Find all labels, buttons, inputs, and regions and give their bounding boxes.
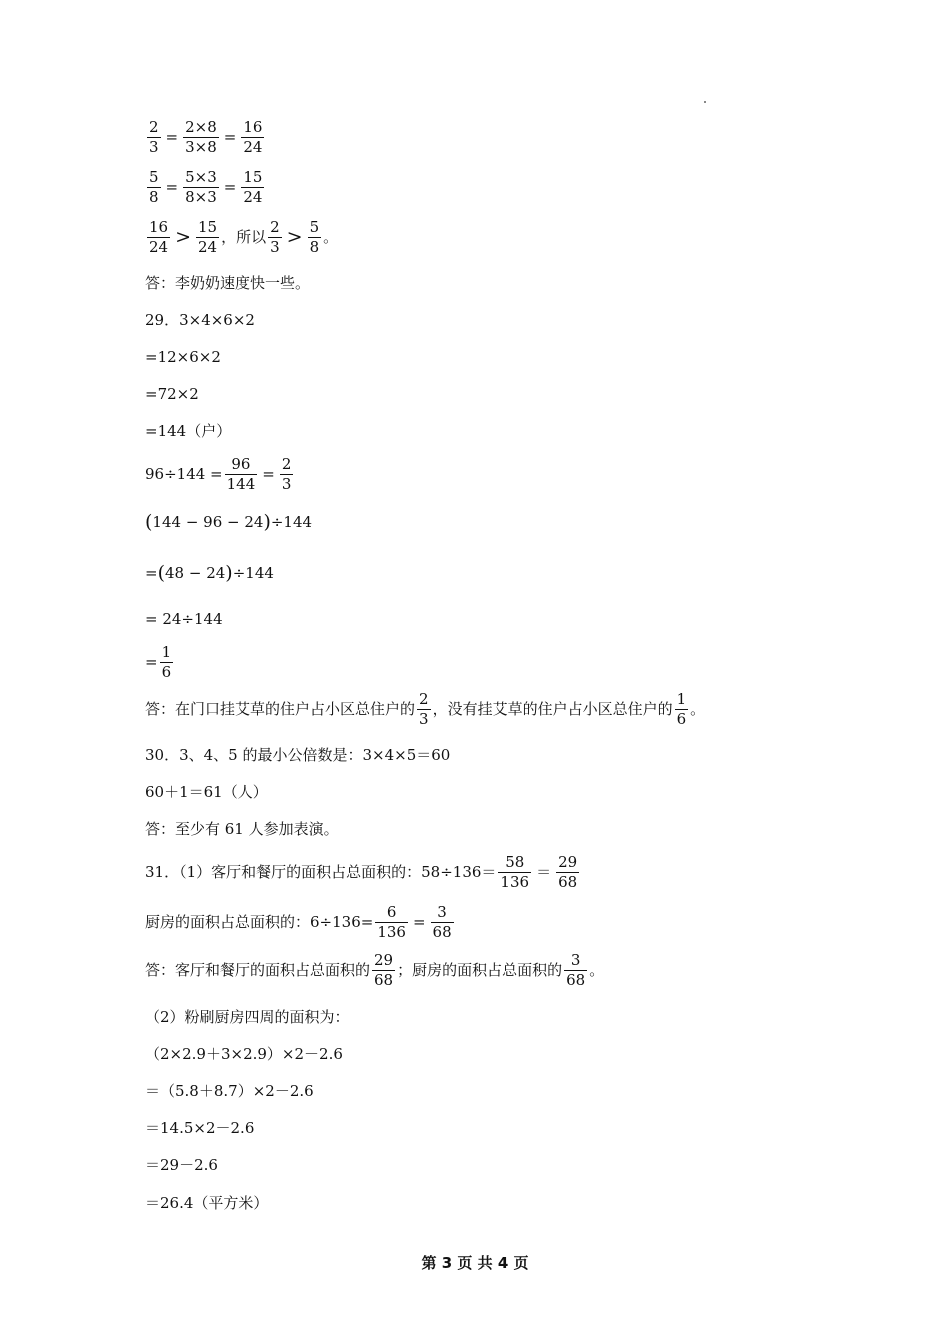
numerator: 15 [243, 168, 263, 186]
denominator: 68 [566, 971, 586, 989]
calc-step: =144（户） [145, 422, 232, 440]
comparison-line [145, 220, 338, 255]
page-footer: 第 3 页 共 4 页 [421, 1254, 529, 1272]
equals-sign: = [145, 653, 158, 671]
fraction [431, 905, 454, 940]
fraction [225, 457, 258, 492]
text-so: ，所以 [221, 228, 267, 246]
expression: 96÷144 = [145, 465, 223, 483]
numerator: 2×8 [185, 118, 217, 136]
fraction [308, 220, 322, 255]
equation-5-eighths [145, 170, 266, 205]
denominator: 3 [281, 475, 292, 493]
fraction [241, 120, 264, 155]
answer-text: ；厨房的面积占总面积的 [397, 961, 563, 979]
period: 。 [323, 228, 339, 246]
kitchen-fraction-line [145, 905, 456, 940]
denominator: 24 [243, 138, 263, 156]
denominator: 24 [149, 238, 169, 256]
numerator: 2 [149, 118, 159, 136]
fraction [147, 220, 170, 255]
denominator: 3 [270, 238, 280, 256]
equals-sign: = [165, 128, 179, 146]
numerator: 58 [505, 853, 525, 871]
answer-30: 答：至少有 61 人参加表演。 [145, 820, 339, 838]
numerator: 29 [558, 853, 578, 871]
denominator: 8 [149, 188, 159, 206]
denominator: 3×8 [185, 138, 217, 156]
period: 。 [690, 700, 706, 718]
paren-expression [145, 564, 274, 583]
division-fraction-line [145, 457, 295, 492]
fraction [372, 953, 395, 988]
stray-mark [704, 101, 706, 103]
fraction [375, 905, 408, 940]
expression: ÷144 [232, 564, 274, 582]
problem-29-start: 29．3×4×6×2 [145, 311, 255, 329]
expression: ÷144 [270, 513, 313, 531]
numerator: 3 [437, 903, 447, 921]
calc-step: ＝（5.8＋8.7）×2－2.6 [145, 1082, 314, 1100]
denominator: 68 [374, 971, 394, 989]
expression: 48 − 24 [165, 564, 226, 582]
fraction [183, 170, 219, 205]
fraction [160, 645, 174, 680]
equals-sign: = [145, 564, 158, 582]
calc-step: =72×2 [145, 385, 199, 403]
equals-sign: ＝ [536, 863, 552, 881]
denominator: 6 [161, 663, 172, 681]
numerator: 5 [309, 218, 320, 236]
fraction [268, 220, 282, 255]
calc-step: ＝14.5×2－2.6 [145, 1119, 255, 1137]
fraction [556, 855, 579, 890]
fraction [183, 120, 219, 155]
fraction [417, 692, 431, 727]
numerator: 15 [198, 218, 218, 236]
fraction [564, 953, 587, 988]
calc-step: ＝26.4（平方米） [145, 1194, 269, 1212]
calc-step: ＝29－2.6 [145, 1156, 218, 1174]
equals-sign: = [165, 178, 179, 196]
numerator: 16 [243, 118, 263, 136]
denominator: 136 [500, 873, 530, 891]
calc-step: = 24÷144 [145, 610, 223, 628]
problem-30-start: 30．3、4、5 的最小公倍数是：3×4×5＝60 [145, 746, 451, 764]
right-paren: ) [263, 511, 271, 533]
calc-step: =12×6×2 [145, 348, 221, 366]
fraction [280, 457, 294, 492]
numerator: 2 [281, 455, 292, 473]
right-paren: ) [225, 562, 233, 584]
period: 。 [589, 961, 605, 979]
fraction [241, 170, 264, 205]
denominator: 68 [432, 923, 452, 941]
fraction [196, 220, 219, 255]
fraction [675, 692, 689, 727]
calc-step: （2×2.9＋3×2.9）×2－2.6 [145, 1045, 343, 1063]
result-fraction [145, 645, 175, 680]
answer-29 [145, 692, 705, 727]
denominator: 144 [226, 475, 256, 493]
numerator: 1 [161, 643, 172, 661]
numerator: 3 [570, 951, 581, 969]
expression: 31．（1）客厅和餐厅的面积占总面积的：58÷136＝ [145, 863, 497, 881]
fraction [147, 170, 161, 205]
expression: 144 − 96 − 24 [152, 513, 264, 531]
numerator: 1 [676, 690, 687, 708]
denominator: 3 [419, 710, 429, 728]
left-paren: ( [157, 562, 165, 584]
numerator: 5×3 [185, 168, 217, 186]
numerator: 29 [374, 951, 394, 969]
paren-expression [145, 513, 312, 532]
answer-28: 答：李奶奶速度快一些。 [145, 274, 311, 292]
greater-than-sign: > [286, 226, 303, 248]
equation-2-thirds [145, 120, 266, 155]
denominator: 8 [309, 238, 320, 256]
denominator: 68 [558, 873, 578, 891]
fraction [147, 120, 161, 155]
answer-text: 答：在门口挂艾草的住户占小区总住户的 [145, 700, 416, 718]
equals-sign: = [412, 913, 426, 931]
denominator: 24 [243, 188, 263, 206]
answer-text: ，没有挂艾草的住户占小区总住户的 [432, 700, 673, 718]
denominator: 8×3 [185, 188, 217, 206]
problem-31-part1 [145, 855, 581, 890]
equals-sign: = [262, 465, 275, 483]
fraction [498, 855, 531, 890]
expression: 厨房的面积占总面积的：6÷136= [145, 913, 374, 931]
numerator: 2 [270, 218, 280, 236]
answer-31-part1 [145, 953, 604, 988]
denominator: 3 [149, 138, 159, 156]
greater-than-sign: > [175, 226, 192, 248]
problem-31-part2: （2）粉刷厨房四周的面积为： [145, 1008, 350, 1026]
numerator: 2 [419, 690, 429, 708]
left-paren: ( [145, 511, 153, 533]
numerator: 6 [386, 903, 397, 921]
numerator: 16 [149, 218, 169, 236]
calc-step: 60＋1＝61（人） [145, 783, 268, 801]
denominator: 6 [676, 710, 687, 728]
denominator: 24 [198, 238, 218, 256]
equals-sign: = [223, 128, 237, 146]
denominator: 136 [377, 923, 406, 941]
numerator: 5 [149, 168, 159, 186]
numerator: 96 [231, 455, 251, 473]
answer-text: 答：客厅和餐厅的面积占总面积的 [145, 961, 371, 979]
equals-sign: = [223, 178, 237, 196]
